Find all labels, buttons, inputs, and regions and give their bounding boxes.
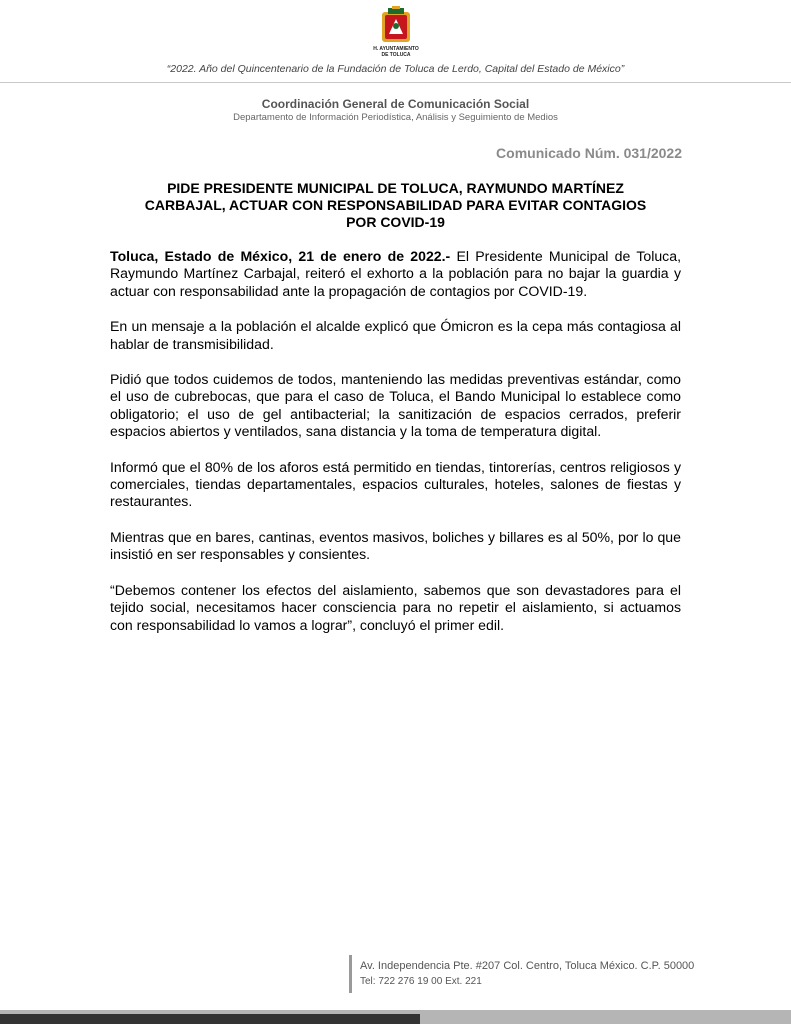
paragraph-6: “Debemos contener los efectos del aislamiento, sabemos que son devastadores para el tejido social, necesitamos hacer consciencia para no repetir el aislamiento, si actuamos con responsabilidad lo vamos a lograr”, concluyó el primer edil. <box>110 581 681 633</box>
dateline: Toluca, Estado de México, 21 de enero de 2022.- <box>110 248 451 264</box>
paragraph-1 <box>110 248 681 300</box>
org-title: Coordinación General de Comunicación Social <box>261 97 530 111</box>
paragraph-3: Pidió que todos cuidemos de todos, manteniendo las medidas preventivas estándar, como el uso de cubrebocas, que para el caso de Toluca, el Bando Municipal lo establece como obligatorio; el uso de gel antibacterial; la sanitización de espacios cerrados, preferir espacios abiertos y ventilados, sana distancia y la toma de temperatura digital. <box>110 371 681 440</box>
press-release-headline: PIDE PRESIDENTE MUNICIPAL DE TOLUCA, RAYMUNDO MARTÍNEZ CARBAJAL, ACTUAR CON RESPONSABILIDAD PARA EVITAR CONTAGIOS POR COVID-19 <box>144 180 647 230</box>
communique-number: Comunicado Núm. 031/2022 <box>496 145 682 161</box>
org-department: Departamento de Información Periodística, Análisis y Seguimiento de Medios <box>233 112 558 123</box>
header-divider <box>0 82 791 83</box>
bottom-dark-band <box>0 1014 420 1024</box>
paragraph-1-text: El Presidente Municipal de Toluca, Raymundo Martínez Carbajal, reiteró el exhorto a la población para no bajar la guardia y actuar con responsabilidad ante la propagación de contagios por COVID-19. <box>110 248 681 299</box>
year-motto: “2022. Año del Quincentenario de la Fundación de Toluca de Lerdo, Capital del Estado de México” <box>166 63 625 75</box>
paragraph-5: Mientras que en bares, cantinas, eventos masivos, boliches y billares es al 50%, por lo que insistió en ser responsables y consientes. <box>110 528 681 563</box>
footer-vertical-bar <box>349 955 352 993</box>
logo-caption-line-1: H. AYUNTAMIENTO <box>373 46 419 52</box>
press-release-body <box>110 248 681 652</box>
paragraph-4: Informó que el 80% de los aforos está permitido en tiendas, tintorerías, centros religiosos y comerciales, tiendas departamentales, espacios culturales, hoteles, salones de fiestas y restaurantes. <box>110 458 681 510</box>
logo-caption <box>356 46 436 58</box>
paragraph-2: En un mensaje a la población el alcalde explicó que Ómicron es la cepa más contagiosa al hablar de transmisibilidad. <box>110 318 681 352</box>
footer-address: Av. Independencia Pte. #207 Col. Centro, Toluca México. C.P. 50000 <box>360 960 695 972</box>
logo-caption-line-2: DE TOLUCA <box>381 52 411 58</box>
footer-telephone: Tel: 722 276 19 00 Ext. 221 <box>360 976 482 987</box>
